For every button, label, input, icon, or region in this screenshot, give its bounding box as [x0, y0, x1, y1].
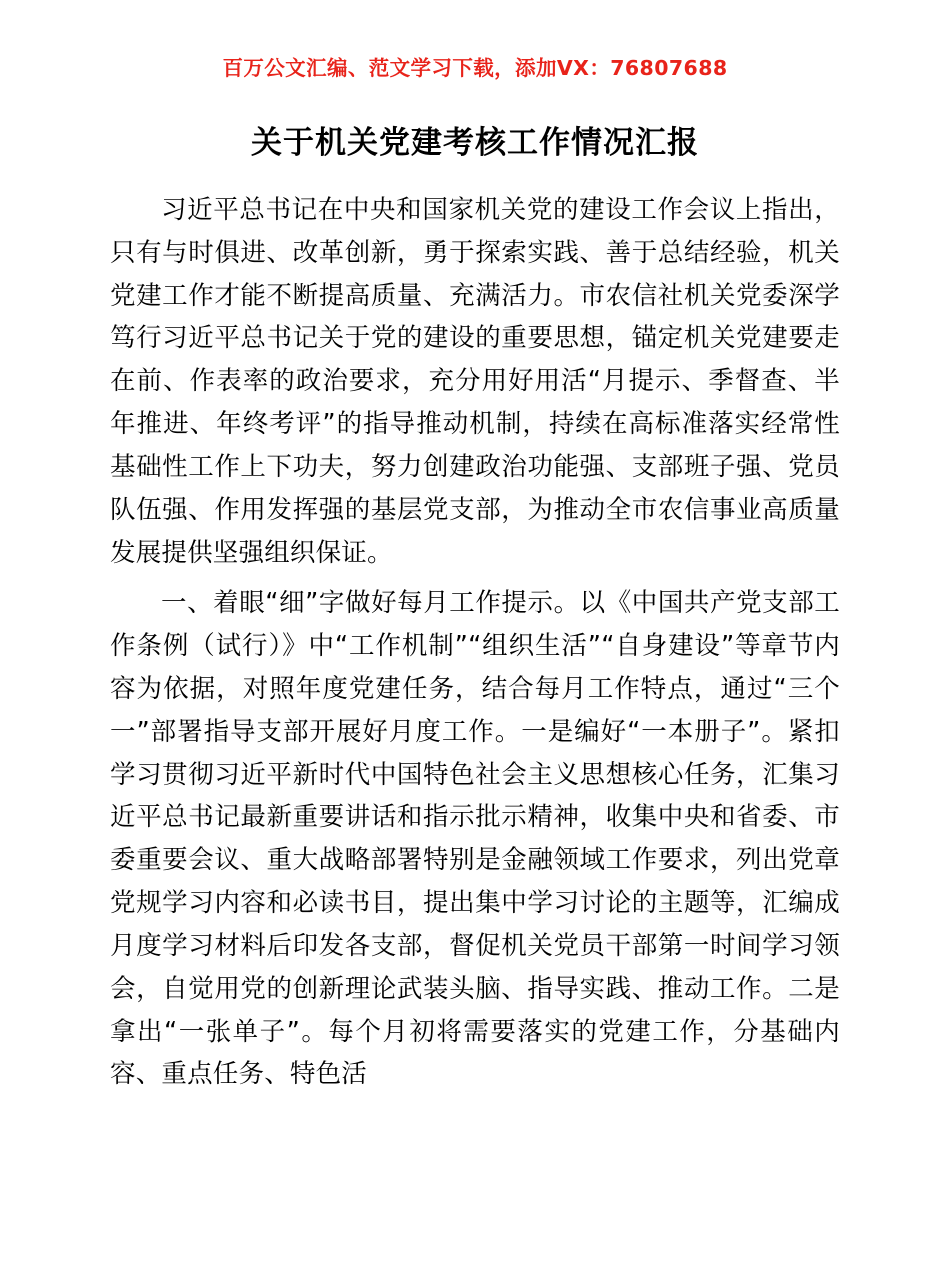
- page-title: 关于机关党建考核工作情况汇报: [251, 124, 699, 161]
- watermark-banner: 百万公文汇编、范文学习下载，添加VX：76807688: [222, 56, 728, 80]
- paragraph: 习近平总书记在中央和国家机关党的建设工作会议上指出，只有与时俱进、改革创新，勇于探索实践、善于总结经验，机关党建工作才能不断提高质量、充满活力。市农信社机关党委深学笃行习近平总书记关于党的建设的重要思想，锚定机关党建要走在前、作表率的政治要求，充分用好用活“月提示、季督查、半年推进、年终考评”的指导推动机制，持续在高标准落实经常性基础性工作上下功夫，努力创建政治功能强、支部班子强、党员队伍强、作用发挥强的基层党支部，为推动全市农信事业高质量发展提供坚强组织保证。: [110, 194, 840, 568]
- document-page: [0, 56, 950, 1286]
- paragraph: 一、着眼“细”字做好每月工作提示。以《中国共产党支部工作条例（试行）》中“工作机制”“组织生活”“自身建设”等章节内容为依据，对照年度党建任务，结合每月工作特点，通过“三个一”部署指导支部开展好月度工作。一是编好“一本册子”。紧扣学习贯彻习近平新时代中国特色社会主义思想核心任务，汇集习近平总书记最新重要讲话和指示批示精神，收集中央和省委、市委重要会议、重大战略部署特别是金融领域工作要求，列出党章党规学习内容和必读书目，提出集中学习讨论的主题等，汇编成月度学习材料后印发各支部，督促机关党员干部第一时间学习领会，自觉用党的创新理论武装头脑、指导实践、推动工作。二是拿出“一张单子”。每个月初将需要落实的党建工作，分基础内容、重点任务、特色活: [110, 588, 840, 1090]
- document-body: [110, 189, 840, 1096]
